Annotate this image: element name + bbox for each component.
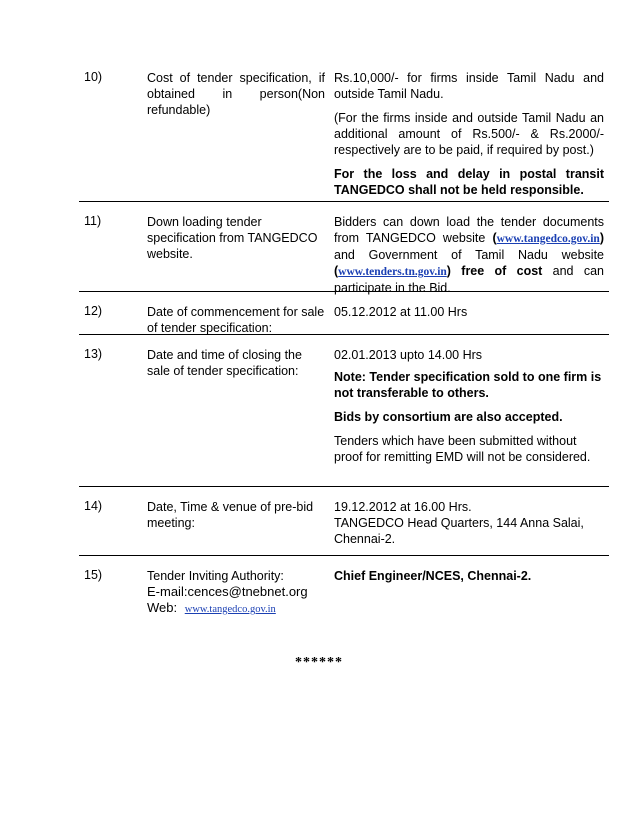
non-transferable-note: Note: Tender specification sold to one firm is not transferable to others.: [334, 370, 602, 400]
authority-web: [147, 600, 347, 618]
web-label: Web:: [147, 600, 178, 615]
consortium-note: Bids by consortium are also accepted.: [334, 410, 563, 424]
item-description: [147, 568, 347, 618]
row-divider: [79, 201, 609, 202]
item-description: Date, Time & venue of pre-bid meeting:: [147, 500, 314, 530]
fee-text: Rs.10,000/- for firms inside Tamil Nadu and outside Tamil Nadu.: [334, 71, 604, 101]
item-number: 12): [84, 304, 103, 318]
commencement-date: 05.12.2012 at 11.00 Hrs: [334, 305, 468, 319]
item-description: Date of commencement for sale of tender specification:: [147, 305, 325, 335]
download-text-a: Bidders can down load the tender documents from TANGEDCO website: [334, 215, 604, 245]
item-number: 15): [84, 568, 103, 582]
row-divider: [79, 555, 609, 556]
item-value: [334, 304, 604, 328]
row-divider: [79, 291, 609, 292]
item-value: [334, 214, 604, 296]
authority-label: Tender Inviting Authority:: [147, 569, 284, 583]
item-description: Date and time of closing the sale of tender specification:: [147, 348, 302, 378]
paren-close: ): [599, 231, 604, 245]
authority-email: E-mail:cences@tnebnet.org: [147, 584, 308, 599]
postal-liability-note: For the loss and delay in postal transit TANGEDCO shall not be held responsible.: [334, 167, 604, 197]
paren-close: ): [446, 264, 451, 278]
item-number: 13): [84, 347, 103, 361]
authority-website-link[interactable]: www.tangedco.gov.in: [184, 604, 276, 615]
tn-tenders-website-link[interactable]: www.tenders.tn.gov.in: [338, 266, 447, 278]
download-text-c: and can participate in the Bid.: [334, 264, 604, 295]
tangedco-website-link[interactable]: www.tangedco.gov.in: [496, 233, 600, 245]
row-divider: [79, 334, 609, 335]
item-value: [334, 70, 604, 206]
item-description: Down loading tender specification from TANGEDCO website.: [147, 215, 318, 261]
prebid-venue: TANGEDCO Head Quarters, 144 Anna Salai, Chennai-2.: [334, 516, 584, 546]
item-number: 11): [84, 214, 102, 228]
prebid-datetime: 19.12.2012 at 16.00 Hrs.: [334, 500, 472, 514]
emd-note: Tenders which have been submitted without proof for remitting EMD will not be considered.: [334, 434, 591, 464]
postal-fee-note: (For the firms inside and outside Tamil Nadu an additional amount of Rs.500/- & Rs.2000/- respectively are to be paid, if required by post.): [334, 111, 604, 157]
item-number: 10): [84, 70, 103, 84]
item-value: [334, 347, 604, 473]
row-divider: [79, 486, 609, 487]
item-value: [334, 499, 604, 547]
closing-date: 02.01.2013 upto 14.00 Hrs: [334, 348, 483, 362]
item-description: Cost of tender specification, if obtained in person(Non refundable): [147, 71, 325, 117]
paren-open: (: [334, 264, 339, 278]
end-of-section-mark: ******: [295, 655, 343, 670]
item-number: 14): [84, 499, 103, 513]
download-text-b: and Government of Tamil Nadu website: [334, 248, 604, 262]
item-value: Chief Engineer/NCES, Chennai-2.: [334, 569, 532, 583]
paren-open: (: [492, 231, 497, 245]
free-of-cost-text: free of cost: [461, 264, 543, 278]
